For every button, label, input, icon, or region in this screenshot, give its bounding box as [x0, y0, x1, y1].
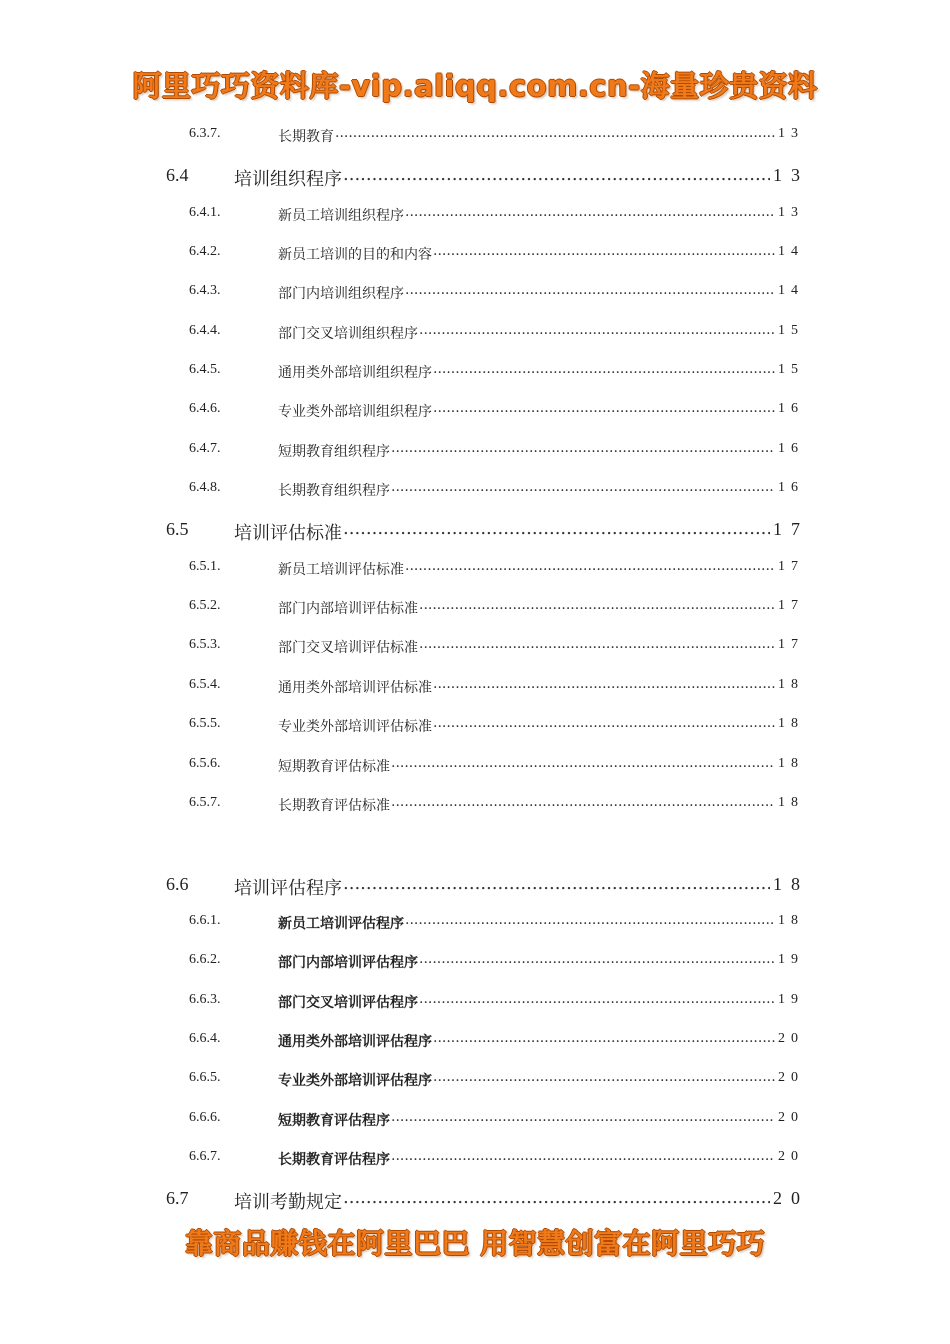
toc-entry[interactable] — [0, 795, 950, 817]
toc-entry[interactable] — [0, 1110, 950, 1132]
toc-entry-page: 15 — [778, 362, 804, 377]
toc-entry-title: 部门交叉培训组织程序 — [278, 326, 418, 342]
toc-entry-title: 部门交叉培训评估程序 — [278, 995, 418, 1011]
toc-entry[interactable] — [0, 913, 950, 935]
toc-entry-number: 6.6.7. — [189, 1149, 221, 1164]
toc-leader-dots — [405, 204, 775, 224]
footer-banner: 靠商品赚钱在阿里巴巴 用智慧创富在阿里巧巧 — [184, 1227, 766, 1260]
toc-entry-number: 6.5.1. — [189, 559, 221, 574]
toc-leader-dots — [419, 322, 775, 342]
toc-leader-dots — [391, 794, 775, 814]
toc-entry[interactable] — [0, 756, 950, 778]
toc-leader-dots — [391, 1109, 775, 1129]
toc-entry[interactable] — [0, 1031, 950, 1053]
toc-entry-title: 通用类外部培训评估标准 — [278, 680, 432, 696]
toc-leader-dots — [343, 1187, 770, 1211]
toc-entry[interactable] — [0, 519, 950, 545]
toc-entry-number: 6.4.5. — [189, 362, 221, 377]
toc-entry-number: 6.4.6. — [189, 401, 221, 416]
toc-entry[interactable] — [0, 362, 950, 384]
toc-entry-title: 培训评估程序 — [234, 878, 342, 899]
toc-entry[interactable] — [0, 992, 950, 1014]
toc-entry-title: 新员工培训组织程序 — [278, 208, 404, 224]
toc-entry-page: 19 — [778, 992, 804, 1007]
toc-entry[interactable] — [0, 716, 950, 738]
toc-entry-page: 18 — [778, 756, 804, 771]
toc-leader-dots — [391, 440, 775, 460]
toc-entry-number: 6.7 — [166, 1188, 189, 1208]
toc-entry-number: 6.5.4. — [189, 677, 221, 692]
toc-entry[interactable] — [0, 126, 950, 148]
toc-entry-title: 培训组织程序 — [234, 169, 342, 190]
toc-entry-title: 长期教育评估标准 — [278, 798, 390, 814]
toc-leader-dots — [433, 1030, 775, 1050]
toc-leader-dots — [405, 282, 775, 302]
toc-entry-title: 专业类外部培训评估标准 — [278, 719, 432, 735]
toc-entry-title: 部门内部培训评估标准 — [278, 601, 418, 617]
toc-entry-number: 6.5.7. — [189, 795, 221, 810]
toc-entry-page: 18 — [773, 874, 809, 894]
toc-entry-page: 18 — [778, 795, 804, 810]
toc-entry[interactable] — [0, 952, 950, 974]
toc-entry-title: 专业类外部培训评估程序 — [278, 1073, 432, 1089]
toc-entry-page: 20 — [778, 1070, 804, 1085]
toc-entry-number: 6.6.3. — [189, 992, 221, 1007]
toc-leader-dots — [343, 164, 770, 188]
toc-entry-page: 14 — [778, 244, 804, 259]
toc-entry[interactable] — [0, 441, 950, 463]
toc-entry[interactable] — [0, 323, 950, 345]
toc-entry-title: 长期教育组织程序 — [278, 483, 390, 499]
toc-entry-number: 6.6.1. — [189, 913, 221, 928]
toc-entry[interactable] — [0, 205, 950, 227]
toc-leader-dots — [433, 676, 775, 696]
toc-entry-title: 新员工培训评估程序 — [278, 916, 404, 932]
toc-entry-title: 新员工培训的目的和内容 — [278, 247, 432, 263]
toc-entry-number: 6.4.2. — [189, 244, 221, 259]
toc-leader-dots — [391, 1148, 775, 1168]
toc-entry-number: 6.4.1. — [189, 205, 221, 220]
toc-entry-number: 6.6 — [166, 874, 189, 894]
toc-leader-dots — [335, 125, 775, 145]
toc-entry-title: 部门交叉培训评估标准 — [278, 640, 418, 656]
toc-entry-title: 长期教育评估程序 — [278, 1152, 390, 1168]
toc-entry-page: 20 — [778, 1149, 804, 1164]
toc-entry[interactable] — [0, 244, 950, 266]
toc-leader-dots — [419, 597, 775, 617]
toc-entry-page: 16 — [778, 401, 804, 416]
toc-entry-number: 6.5.3. — [189, 637, 221, 652]
toc-entry-page: 19 — [778, 952, 804, 967]
toc-entry-title: 通用类外部培训评估程序 — [278, 1034, 432, 1050]
toc-leader-dots — [419, 991, 775, 1011]
toc-entry-title: 通用类外部培训组织程序 — [278, 365, 432, 381]
toc-entry-title: 部门内培训组织程序 — [278, 286, 404, 302]
toc-entry-number: 6.4.8. — [189, 480, 221, 495]
toc-entry-page: 18 — [778, 913, 804, 928]
toc-leader-dots — [433, 400, 775, 420]
toc-entry[interactable] — [0, 598, 950, 620]
toc-leader-dots — [391, 755, 775, 775]
toc-leader-dots — [433, 1069, 775, 1089]
toc-entry-number: 6.4.3. — [189, 283, 221, 298]
toc-entry-page: 13 — [778, 205, 804, 220]
toc-entry-page: 17 — [778, 559, 804, 574]
toc-entry[interactable] — [0, 165, 950, 191]
toc-leader-dots — [405, 558, 775, 578]
toc-entry-page: 16 — [778, 480, 804, 495]
toc-entry-page: 20 — [778, 1031, 804, 1046]
toc-entry-number: 6.4.4. — [189, 323, 221, 338]
toc-entry-number: 6.6.5. — [189, 1070, 221, 1085]
toc-entry-page: 14 — [778, 283, 804, 298]
toc-entry-page: 17 — [778, 598, 804, 613]
toc-entry-title: 新员工培训评估标准 — [278, 562, 404, 578]
toc-entry-page: 18 — [778, 716, 804, 731]
toc-entry-number: 6.6.4. — [189, 1031, 221, 1046]
toc-entry[interactable] — [0, 637, 950, 659]
toc-entry-page: 18 — [778, 677, 804, 692]
toc-entry-number: 6.6.6. — [189, 1110, 221, 1125]
toc-entry-number: 6.5.6. — [189, 756, 221, 771]
toc-entry-title: 培训评估标准 — [234, 523, 342, 544]
toc-entry[interactable] — [0, 1149, 950, 1171]
toc-entry-page: 17 — [773, 519, 809, 539]
toc-entry-number: 6.5.5. — [189, 716, 221, 731]
toc-entry-number: 6.4.7. — [189, 441, 221, 456]
header-banner: 阿里巧巧资料库-vip.aliqq.com.cn-海量珍贵资料 — [132, 69, 818, 103]
toc-entry-number: 6.4 — [166, 165, 189, 185]
toc-entry-title: 专业类外部培训组织程序 — [278, 404, 432, 420]
toc-leader-dots — [343, 518, 770, 542]
toc-leader-dots — [419, 951, 775, 971]
toc-entry-number: 6.6.2. — [189, 952, 221, 967]
toc-entry-page: 20 — [773, 1188, 809, 1208]
toc-leader-dots — [419, 636, 775, 656]
toc-leader-dots — [433, 243, 775, 263]
toc-entry[interactable] — [0, 677, 950, 699]
toc-entry[interactable] — [0, 1070, 950, 1092]
toc-leader-dots — [405, 912, 775, 932]
toc-entry-page: 15 — [778, 323, 804, 338]
toc-entry-page: 13 — [773, 165, 809, 185]
toc-entry-number: 6.5.2. — [189, 598, 221, 613]
toc-entry-page: 17 — [778, 637, 804, 652]
toc-entry[interactable] — [0, 559, 950, 581]
toc-entry-page: 20 — [778, 1110, 804, 1125]
toc-leader-dots — [433, 361, 775, 381]
toc-entry-title: 短期教育评估标准 — [278, 759, 390, 775]
toc-leader-dots — [433, 715, 775, 735]
toc-entry-title: 短期教育评估程序 — [278, 1113, 390, 1129]
toc-leader-dots — [343, 873, 770, 897]
toc-leader-dots — [391, 479, 775, 499]
toc-entry[interactable] — [0, 874, 950, 900]
toc-entry-page: 13 — [778, 126, 804, 141]
toc-entry-number: 6.5 — [166, 519, 189, 539]
toc-entry[interactable] — [0, 480, 950, 502]
toc-entry[interactable] — [0, 283, 950, 305]
toc-entry-title: 长期教育 — [278, 129, 334, 145]
toc-entry[interactable] — [0, 401, 950, 423]
toc-entry-number: 6.3.7. — [189, 126, 221, 141]
toc-entry-title: 短期教育组织程序 — [278, 444, 390, 460]
toc-entry-page: 16 — [778, 441, 804, 456]
toc-entry-title: 部门内部培训评估程序 — [278, 955, 418, 971]
toc-entry[interactable] — [0, 1188, 950, 1214]
toc-entry-title: 培训考勤规定 — [234, 1192, 342, 1213]
